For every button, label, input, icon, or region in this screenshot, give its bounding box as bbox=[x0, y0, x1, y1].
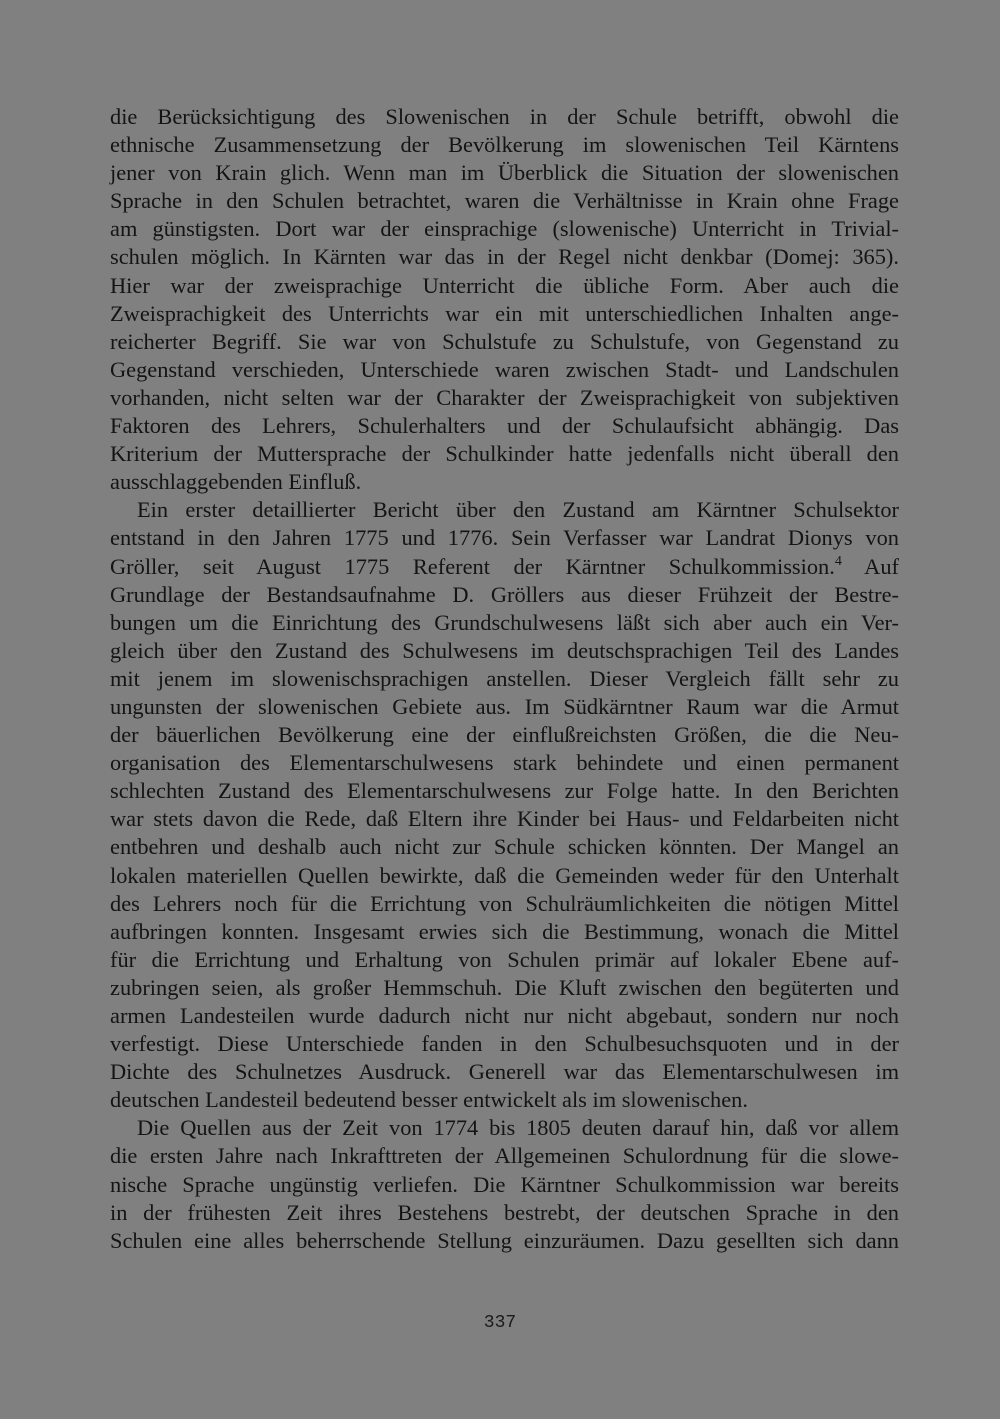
text-line: lokalen materiellen Quellen bewirkte, daß die Gemeinden weder für den Unterhalt bbox=[110, 862, 899, 888]
text-line bbox=[110, 553, 899, 581]
text-line: organisation des Elementarschulwesens stark behindete und einen permanent bbox=[110, 750, 899, 776]
text-line: Sprache in den Schulen betrachtet, waren die Verhältnisse in Krain ohne Frage bbox=[110, 188, 899, 214]
text-line: mit jenem im slowenischsprachigen anstellen. Dieser Vergleich fällt sehr zu bbox=[110, 665, 899, 691]
text-line-content: Gröller, seit August 1775 Referent der Kärntner Schulkommission. bbox=[110, 553, 835, 579]
text-line: ausschlaggebenden Einfluß. bbox=[110, 469, 362, 495]
text-line: armen Landesteilen wurde dadurch nicht nur nicht abgebaut, sondern nur noch bbox=[110, 1003, 899, 1028]
text-line: die ersten Jahre nach Inkrafttreten der Allgemeinen Schulordnung für die slowe- bbox=[110, 1143, 899, 1169]
text-line: Grundlage der Bestandsaufnahme D. Gröllers aus dieser Frühzeit der Bestre- bbox=[110, 581, 899, 607]
text-line: vorhanden, nicht selten war der Charakter der Zweisprachigkeit von subjektiven bbox=[110, 384, 899, 410]
text-line: war stets davon die Rede, daß Eltern ihre Kinder bei Haus- und Feldarbeiten nicht bbox=[110, 806, 899, 832]
page-number: 337 bbox=[483, 1313, 517, 1333]
text-line: schlechten Zustand des Elementarschulwesens zur Folge hatte. In den Berichten bbox=[110, 778, 899, 804]
text-line: ethnische Zusammensetzung der Bevölkerung im slowenischen Teil Kärntens bbox=[110, 132, 899, 158]
text-line: die Berücksichtigung des Slowenischen in der Schule betrifft, obwohl die bbox=[110, 104, 899, 129]
page-text bbox=[110, 103, 899, 1255]
text-line: entbehren und deshalb auch nicht zur Schule schicken könnten. Der Mangel an bbox=[110, 834, 899, 860]
text-line: Ein erster detaillierter Bericht über den Zustand am Kärntner Schulsektor bbox=[137, 497, 899, 523]
text-line: reicherter Begriff. Sie war von Schulstufe zu Schulstufe, von Gegenstand zu bbox=[110, 328, 899, 354]
text-line: aufbringen konnten. Insgesamt erwies sich die Bestimmung, wonach die Mittel bbox=[110, 918, 899, 944]
text-line: Die Quellen aus der Zeit von 1774 bis 1805 deuten darauf hin, daß vor allem bbox=[137, 1115, 899, 1141]
text-line: verfestigt. Diese Unterschiede fanden in den Schulbesuchsquoten und in der bbox=[110, 1031, 899, 1057]
text-line: deutschen Landesteil bedeutend besser entwickelt als im slowenischen. bbox=[110, 1087, 748, 1113]
paragraph-2 bbox=[110, 496, 899, 1114]
text-line: Zweisprachigkeit des Unterrichts war ein mit unterschiedlichen Inhalten ange- bbox=[110, 300, 899, 326]
text-line: Hier war der zweisprachige Unterricht die übliche Form. Aber auch die bbox=[110, 272, 899, 298]
text-line: jener von Krain glich. Wenn man im Überblick die Situation der slowenischen bbox=[110, 160, 899, 186]
text-line: gleich über den Zustand des Schulwesens im deutschsprachigen Teil des Landes bbox=[110, 637, 899, 663]
text-line: des Lehrers noch für die Errichtung von Schulräumlichkeiten die nötigen Mittel bbox=[110, 890, 899, 916]
text-line: Schulen eine alles beherrschende Stellung einzuräumen. Dazu gesellten sich dann bbox=[110, 1227, 899, 1253]
text-line: am günstigsten. Dort war der einsprachige (slowenische) Unterricht in Trivial- bbox=[110, 216, 899, 242]
text-line: nische Sprache ungünstig verliefen. Die Kärntner Schulkommission war bereits bbox=[110, 1171, 899, 1197]
text-line: der bäuerlichen Bevölkerung eine der einflußreichsten Größen, die die Neu- bbox=[110, 722, 899, 748]
text-line: Gegenstand verschieden, Unterschiede waren zwischen Stadt- und Landschulen bbox=[110, 356, 899, 382]
text-line: zubringen seien, als großer Hemmschuh. Die Kluft zwischen den begüterten und bbox=[110, 974, 899, 1000]
text-line: entstand in den Jahren 1775 und 1776. Sein Verfasser war Landrat Dionys von bbox=[110, 525, 899, 551]
footnote-marker: 4 bbox=[834, 553, 842, 569]
text-line: ungunsten der slowenischen Gebiete aus. Im Südkärntner Raum war die Armut bbox=[110, 693, 899, 719]
text-line: Kriterium der Muttersprache der Schulkinder hatte jedenfalls nicht überall den bbox=[110, 441, 899, 467]
paragraph-1 bbox=[110, 103, 899, 496]
text-line: Dichte des Schulnetzes Ausdruck. Generell war das Elementarschulwesen im bbox=[110, 1059, 899, 1085]
text-line: für die Errichtung und Erhaltung von Schulen primär auf lokaler Ebene auf- bbox=[110, 946, 899, 972]
paragraph-3 bbox=[110, 1114, 899, 1254]
text-line: in der frühesten Zeit ihres Bestehens bestrebt, der deutschen Sprache in den bbox=[110, 1199, 899, 1225]
text-line-continuation: Auf bbox=[864, 553, 899, 579]
text-line: Faktoren des Lehrers, Schulerhalters und der Schulaufsicht abhängig. Das bbox=[110, 413, 899, 439]
text-line: bungen um die Einrichtung des Grundschulwesens läßt sich aber auch ein Ver- bbox=[110, 609, 899, 635]
text-line: schulen möglich. In Kärnten war das in der Regel nicht denkbar (Domej: 365). bbox=[110, 244, 899, 270]
